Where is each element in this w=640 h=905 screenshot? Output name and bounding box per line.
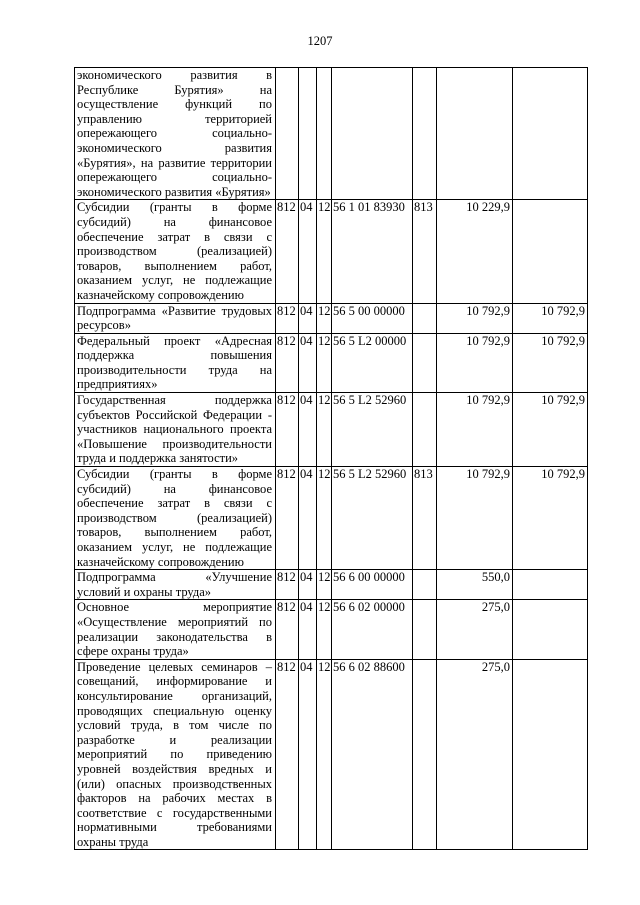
row-target-article-cell: 56 5 L2 52960 [332,393,413,467]
row-ministry-code-cell: 812 [276,200,299,303]
row-amount-1-cell: 10 792,9 [437,467,513,570]
row-amount-1-cell: 275,0 [437,600,513,659]
row-amount-1-cell: 10 792,9 [437,333,513,392]
row-target-article-cell: 56 1 01 83930 [332,200,413,303]
row-subsection-cell: 12 [317,600,332,659]
row-name-cell: Федеральный проект «Адресная поддержка повышения производительности труда на предприятиях» [75,333,276,392]
table-row [75,467,588,570]
row-expense-type-cell: 813 [413,467,437,570]
row-amount-2-cell [513,570,588,600]
row-section-cell: 04 [299,303,317,333]
row-section-cell: 04 [299,600,317,659]
row-name-cell: Подпрограмма «Развитие трудовых ресурсов» [75,303,276,333]
row-expense-type-cell [413,393,437,467]
row-expense-type-cell [413,333,437,392]
table-row [75,333,588,392]
row-ministry-code-cell: 812 [276,659,299,850]
row-subsection-cell: 12 [317,393,332,467]
table-row [75,68,588,200]
row-amount-2-cell [513,200,588,303]
row-expense-type-cell [413,659,437,850]
row-amount-1-cell [437,68,513,200]
row-amount-1-cell: 275,0 [437,659,513,850]
row-name-cell: Субсидии (гранты в форме субсидий) на финансовое обеспечение затрат в связи с производством (реализацией) товаров, выполнением работ, оказанием услуг, не подлежащие казначейскому сопровождению [75,200,276,303]
row-ministry-code-cell: 812 [276,467,299,570]
table-row [75,600,588,659]
row-amount-2-cell [513,68,588,200]
row-target-article-cell: 56 6 00 00000 [332,570,413,600]
row-name-cell: Субсидии (гранты в форме субсидий) на финансовое обеспечение затрат в связи с производством (реализацией) товаров, выполнением работ, оказанием услуг, не подлежащие казначейскому сопровождению [75,467,276,570]
row-section-cell: 04 [299,393,317,467]
row-amount-1-cell: 10 792,9 [437,393,513,467]
row-name-cell: Основное мероприятие «Осуществление мероприятий по реализации законодательства в сфере охраны труда» [75,600,276,659]
row-amount-2-cell: 10 792,9 [513,333,588,392]
row-ministry-code-cell: 812 [276,333,299,392]
row-section-cell [299,68,317,200]
row-expense-type-cell: 813 [413,200,437,303]
row-subsection-cell: 12 [317,659,332,850]
row-amount-2-cell: 10 792,9 [513,303,588,333]
row-amount-1-cell: 10 229,9 [437,200,513,303]
row-expense-type-cell [413,68,437,200]
row-amount-1-cell: 550,0 [437,570,513,600]
budget-table [74,67,588,850]
page-number: 1207 [307,34,333,48]
row-expense-type-cell [413,570,437,600]
row-target-article-cell: 56 5 00 00000 [332,303,413,333]
row-target-article-cell: 56 5 L2 00000 [332,333,413,392]
row-amount-2-cell [513,659,588,850]
row-amount-2-cell [513,600,588,659]
row-section-cell: 04 [299,570,317,600]
row-ministry-code-cell: 812 [276,600,299,659]
row-ministry-code-cell: 812 [276,570,299,600]
row-amount-2-cell: 10 792,9 [513,467,588,570]
row-expense-type-cell [413,303,437,333]
row-name-cell: Государственная поддержка субъектов Российской Федерации - участников национального проекта «Повышение производительности труда и поддержка занятости» [75,393,276,467]
table-row [75,393,588,467]
table-row [75,200,588,303]
row-target-article-cell: 56 5 L2 52960 [332,467,413,570]
row-section-cell: 04 [299,333,317,392]
row-name-cell: Проведение целевых семинаров – совещаний, информирование и консультирование организаций, проводящих специальную оценку условий труда, в том числе по разработке и реализации мероприятий по приведению уровней воздействия вредных и (или) опасных производственных факторов на рабочих местах в соответствие с государственными нормативными требованиями охраны труда [75,659,276,850]
row-target-article-cell: 56 6 02 88600 [332,659,413,850]
row-expense-type-cell [413,600,437,659]
table-row [75,659,588,850]
row-subsection-cell: 12 [317,303,332,333]
row-target-article-cell [332,68,413,200]
table-row [75,570,588,600]
row-subsection-cell: 12 [317,570,332,600]
row-ministry-code-cell: 812 [276,393,299,467]
row-section-cell: 04 [299,659,317,850]
row-target-article-cell: 56 6 02 00000 [332,600,413,659]
row-subsection-cell [317,68,332,200]
row-subsection-cell: 12 [317,333,332,392]
row-amount-1-cell: 10 792,9 [437,303,513,333]
row-subsection-cell: 12 [317,467,332,570]
row-amount-2-cell: 10 792,9 [513,393,588,467]
row-ministry-code-cell [276,68,299,200]
row-name-cell: экономического развития в Республике Бурятия» на осуществление функций по управлению территорией опережающего социально-экономического развития «Бурятия», на развитие территории опережающего социально-экономического развития «Бурятия» [75,68,276,200]
row-section-cell: 04 [299,467,317,570]
row-name-cell: Подпрограмма «Улучшение условий и охраны труда» [75,570,276,600]
row-ministry-code-cell: 812 [276,303,299,333]
row-section-cell: 04 [299,200,317,303]
table-row [75,303,588,333]
row-subsection-cell: 12 [317,200,332,303]
